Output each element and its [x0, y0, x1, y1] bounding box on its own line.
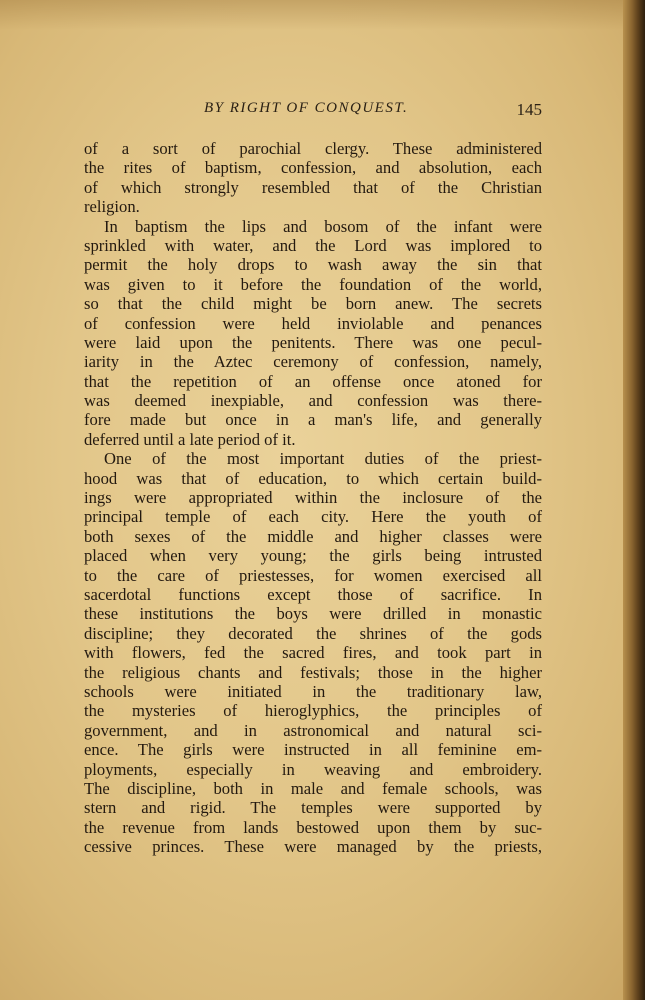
text-line: of a sort of parochial clergy. These administered [84, 139, 542, 158]
text-line: was given to it before the foundation of the world, [84, 274, 542, 294]
text-line: that the repetition of an offense once atoned for [84, 371, 542, 391]
text-line: were laid upon the penitents. There was one pecul- [84, 332, 542, 352]
text-line: the religious chants and festivals; those in the higher [84, 662, 542, 682]
text-line: One of the most important duties of the priest- [104, 449, 542, 469]
body-text [84, 139, 542, 856]
text-line: principal temple of each city. Here the youth of [84, 507, 542, 527]
text-line: deferred until a late period of it. [84, 429, 296, 449]
text-line: ence. The girls were instructed in all feminine em- [84, 740, 542, 760]
text-line: cessive princes. These were managed by the priests, [84, 837, 542, 857]
text-line: of confession were held inviolable and penances [84, 313, 542, 333]
text-line: stern and rigid. The temples were supported by [84, 798, 542, 818]
running-header [84, 100, 542, 124]
text-line: was deemed inexpiable, and confession was there- [84, 391, 542, 411]
text-line: government, and in astronomical and natural sci- [84, 720, 542, 740]
text-line: placed when very young; the girls being intrusted [84, 546, 542, 566]
text-line: schools were initiated in the traditionary law, [84, 681, 542, 701]
page-gutter-edge [623, 0, 645, 1000]
text-line: ployments, especially in weaving and embroidery. [84, 759, 542, 779]
text-line: sacerdotal functions except those of sacrifice. In [84, 584, 542, 604]
text-line: so that the child might be born anew. The secrets [84, 294, 542, 314]
text-line: with flowers, fed the sacred fires, and took part in [84, 643, 542, 663]
text-line: these institutions the boys were drilled in monastic [84, 604, 542, 624]
text-line: religion. [84, 197, 140, 217]
page-top-shadow [0, 0, 645, 30]
text-line: of which strongly resembled that of the Christian [84, 177, 542, 197]
text-line: permit the holy drops to wash away the sin that [84, 255, 542, 275]
text-line: hood was that of education, to which certain build- [84, 468, 542, 488]
text-line: to the care of priestesses, for women exercised all [84, 565, 542, 585]
text-line: the revenue from lands bestowed upon them by suc- [84, 817, 542, 837]
text-line: the rites of baptism, confession, and absolution, each [84, 158, 542, 178]
text-line: both sexes of the middle and higher classes were [84, 526, 542, 546]
text-line: The discipline, both in male and female schools, was [84, 778, 542, 798]
page-number: 145 [516, 100, 542, 119]
running-title: BY RIGHT OF CONQUEST. [204, 100, 409, 116]
text-line: the mysteries of hieroglyphics, the principles of [84, 701, 542, 721]
text-line: sprinkled with water, and the Lord was implored to [84, 235, 542, 255]
text-line: discipline; they decorated the shrines of the gods [84, 623, 542, 643]
text-line: iarity in the Aztec ceremony of confession, namely, [84, 352, 542, 372]
text-line: In baptism the lips and bosom of the infant were [104, 216, 542, 236]
text-line: fore made but once in a man's life, and generally [84, 410, 542, 430]
text-line: ings were appropriated within the inclosure of the [84, 488, 542, 508]
